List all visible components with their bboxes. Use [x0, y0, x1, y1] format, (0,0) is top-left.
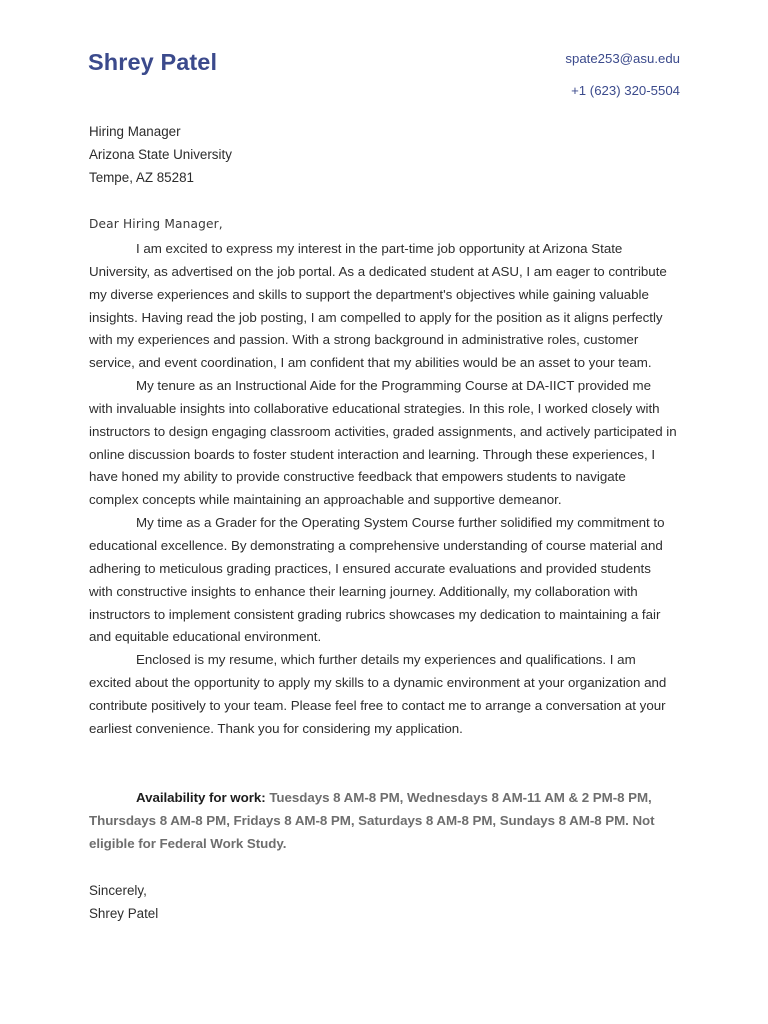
recipient-city-state-zip: Tempe, AZ 85281	[89, 169, 194, 185]
letterhead	[88, 50, 680, 128]
recipient-address-block	[89, 121, 649, 190]
availability-schedule: Tuesdays 8 AM-8 PM, Wednesdays 8 AM-11 AM & 2 PM-8 PM, Thursdays 8 AM-8 PM, Fridays 8 AM-8 PM, Saturdays 8 AM-8 PM, Sundays 8 AM-8 PM. Not eligible for Federal Work Study.	[89, 790, 655, 851]
contact-phone[interactable]: +1 (623) 320-5504	[571, 83, 680, 99]
contact-block	[565, 52, 680, 97]
availability-section	[89, 787, 681, 856]
contact-email[interactable]: spate253@asu.edu	[565, 51, 680, 66]
closing-valediction: Sincerely,	[89, 883, 147, 898]
body-paragraph-3: My time as a Grader for the Operating System Course further solidified my commitment to educational excellence. By demonstrating a comprehensive understanding of course material and adhering to meticulous grading practices, I ensured accurate evaluations and provided students with constructive insights to enhance their learning journey. Additionally, my collaboration with instructors to implement consistent grading rubrics showcases my dedication to maintaining a fair and equitable educational environment.	[89, 515, 665, 645]
closing-signature: Shrey Patel	[89, 905, 159, 921]
page-title: Shrey Patel	[88, 49, 218, 75]
availability-label: Availability for work:	[136, 790, 266, 805]
body-paragraph-2: My tenure as an Instructional Aide for the Programming Course at DA-IICT provided me with invaluable insights into collaborative educational strategies. In this role, I worked closely with instructors to design engaging classroom activities, graded assignments, and actively participated in online discussion boards to foster student interaction and learning. Through these experiences, I have honed my ability to provide constructive feedback that empowers students to navigate complex concepts while maintaining an approachable and supportive demeanor.	[89, 378, 677, 508]
recipient-name: Hiring Manager	[89, 124, 181, 139]
letter-body	[89, 238, 677, 741]
closing-block	[89, 880, 489, 926]
recipient-organization: Arizona State University	[89, 146, 232, 162]
salutation: Dear Hiring Manager,	[89, 217, 223, 231]
body-paragraph-4: Enclosed is my resume, which further details my experiences and qualifications. I am excited about the opportunity to apply my skills to a dynamic environment at your organization and contribute positively to your team. Please feel free to contact me to arrange a conversation at your earliest convenience. Thank you for considering my application.	[89, 652, 667, 736]
body-paragraph-1: I am excited to express my interest in the part-time job opportunity at Arizona State University, as advertised on the job portal. As a dedicated student at ASU, I am eager to contribute my diverse experiences and skills to support the department's objectives while gaining valuable insights. Having read the job posting, I am compelled to apply for the position as it aligns perfectly with my experiences and passion. With a strong background in administrative roles, customer service, and event coordination, I am confident that my abilities would be an asset to your team.	[89, 241, 667, 371]
